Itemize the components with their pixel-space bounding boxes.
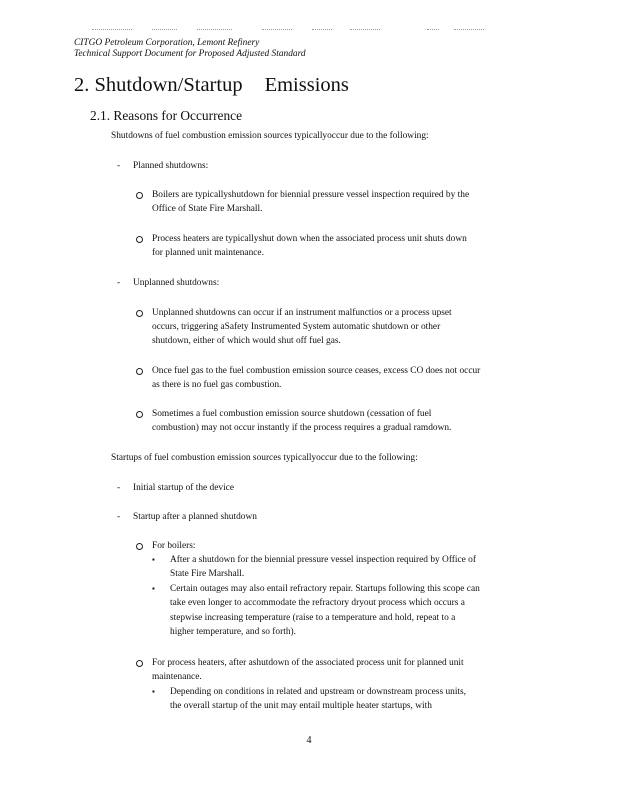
- circle-bullet: [136, 411, 143, 418]
- circle-bullet: [136, 660, 143, 667]
- startups-intro: Startups of fuel combustion emission sources typicallyoccur due to the following:: [111, 453, 418, 463]
- shutdowns-intro: Shutdowns of fuel combustion emission sources typicallyoccur due to the following:: [111, 131, 429, 141]
- unplanned-item-3-line-2: combustion) may not occur instantly if the process requires a gradual ramdown.: [152, 423, 452, 433]
- boilers-item-1-line-2: State Fire Marshall.: [170, 569, 245, 579]
- heaters-item-1-line-1: Depending on conditions in related and upstream or downstream process units,: [170, 687, 467, 697]
- boilers-item-1-line-1: After a shutdown for the biennial pressure vessel inspection required by Office of: [170, 555, 476, 565]
- unplanned-item-1-line-3: shutdown, either of which would shut off fuel gas.: [152, 336, 341, 346]
- boilers-label: For boilers:: [152, 541, 196, 551]
- square-bullet: ▪: [152, 584, 155, 593]
- dash-bullet: -: [117, 161, 121, 171]
- circle-bullet: [136, 236, 143, 243]
- subsection-heading: 2.1. Reasons for Occurrence: [90, 108, 243, 123]
- startup-after-planned-item: Startup after a planned shutdown: [133, 512, 257, 522]
- section-heading-number: 2. Shutdown/Startup: [74, 74, 243, 96]
- planned-item-1-line-2: Office of State Fire Marshall.: [152, 204, 263, 214]
- unplanned-item-3-line-1: Sometimes a fuel combustion emission source shutdown (cessation of fuel: [152, 409, 432, 419]
- planned-item-2-line-2: for planned unit maintenance.: [152, 248, 264, 258]
- heaters-item-1-line-2: the overall startup of the unit may entail multiple heater startups, with: [170, 701, 432, 711]
- dash-bullet: -: [117, 483, 121, 493]
- section-heading: [74, 73, 349, 97]
- planned-item-2-line-1: Process heaters are typicallyshut down when the associated process unit shuts down: [152, 234, 467, 244]
- circle-bullet: [136, 543, 143, 550]
- unplanned-item-1-line-1: Unplanned shutdowns can occur if an instrument malfunctios or a process upset: [152, 308, 452, 318]
- unplanned-item-1-line-2: occurs, triggering aSafety Instrumented System automatic shutdown or other: [152, 322, 441, 332]
- planned-item-1-line-1: Boilers are typicallyshutdown for biennial pressure vessel inspection required by the: [152, 190, 470, 200]
- circle-bullet: [136, 310, 143, 317]
- section-heading-rest: Emissions: [264, 74, 349, 96]
- boilers-item-2-line-4: higher temperature, and so forth).: [170, 627, 296, 637]
- square-bullet: ▪: [152, 687, 155, 696]
- dash-bullet: -: [117, 278, 121, 288]
- boilers-item-2-line-1: Certain outages may also entail refractory repair. Startups following this scope can: [170, 584, 480, 594]
- heaters-line-2: maintenance.: [152, 672, 202, 682]
- circle-bullet: [136, 192, 143, 199]
- unplanned-shutdowns-label: Unplanned shutdowns:: [133, 278, 220, 288]
- initial-startup-item: Initial startup of the device: [133, 483, 235, 493]
- unplanned-item-2-line-1: Once fuel gas to the fuel combustion emission source ceases, excess CO does not occur: [152, 366, 481, 376]
- circle-bullet: [136, 368, 143, 375]
- header-faint-rule: [92, 29, 492, 35]
- page-number: 4: [306, 735, 312, 746]
- planned-shutdowns-label: Planned shutdowns:: [133, 161, 209, 171]
- heaters-line-1: For process heaters, after ashutdown of the associated process unit for planned unit: [152, 658, 464, 668]
- header-document-title: Technical Support Document for Proposed Adjusted Standard: [74, 49, 306, 59]
- square-bullet: ▪: [152, 555, 155, 564]
- header-company: CITGO Petroleum Corporation, Lemont Refinery: [74, 38, 260, 48]
- unplanned-item-2-line-2: as there is no fuel gas combustion.: [152, 380, 282, 390]
- boilers-item-2-line-3: stepwise increasing temperature (raise to a temperature and hold, repeat to a: [170, 613, 456, 623]
- boilers-item-2-line-2: take even longer to accommodate the refractory dryout process which occurs a: [170, 598, 465, 608]
- dash-bullet: -: [117, 512, 121, 522]
